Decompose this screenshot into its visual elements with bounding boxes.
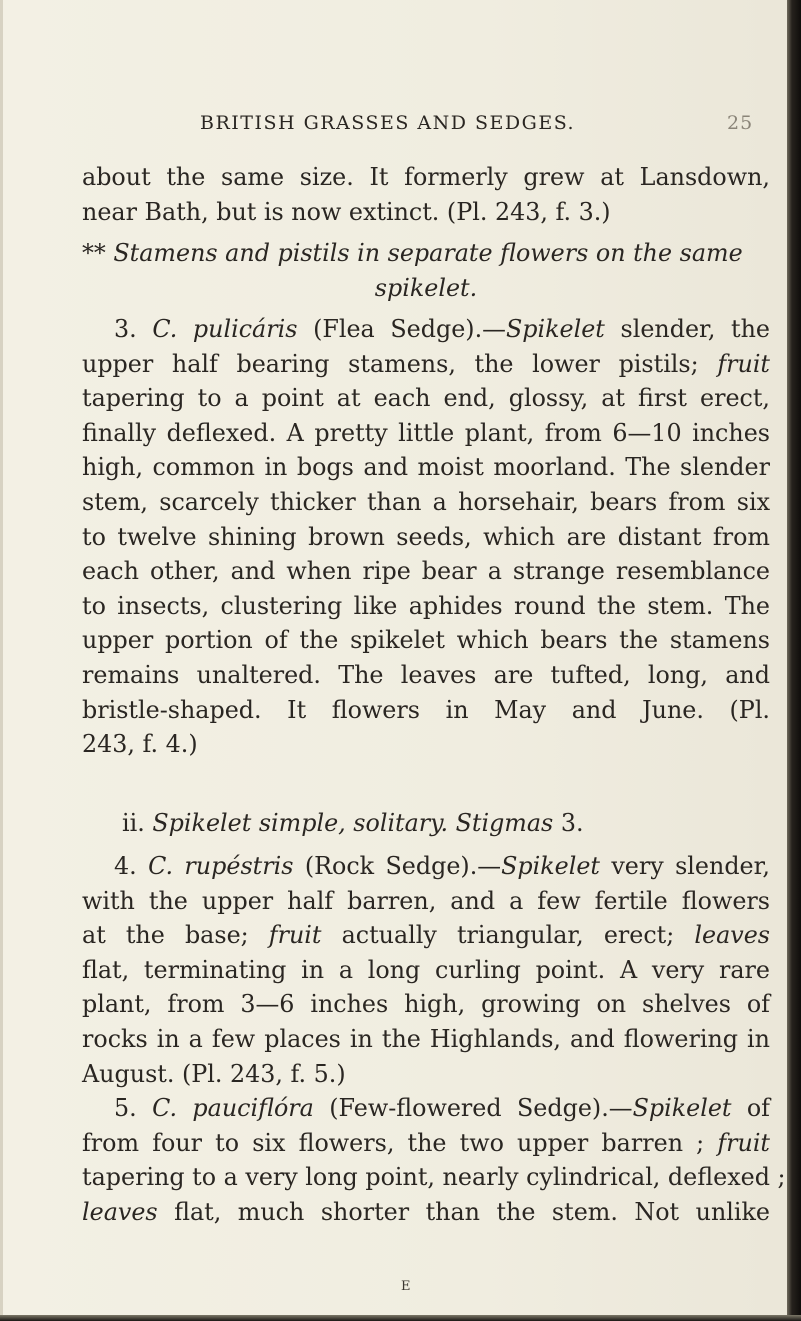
term-leaves: leaves: [694, 921, 770, 950]
text-line: [82, 1126, 770, 1161]
heading-text: spikelet.: [374, 273, 478, 302]
text-line: [82, 1195, 770, 1230]
text-line: plant, from 3—6 inches high, growing on shelves of: [82, 990, 770, 1019]
text-line: tapering to a point at each end, glossy, at first erect,: [82, 384, 770, 413]
running-head: [0, 112, 786, 142]
species-number: 4.: [114, 852, 137, 880]
text-line: to insects, clustering like aphides round the stem. The: [82, 591, 770, 620]
species-common-name: (Few-flowered Sedge).—: [329, 1094, 633, 1122]
text-line: [82, 312, 770, 347]
text-line: high, common in bogs and moist moorland. The slender: [82, 453, 770, 482]
species-entry-4: [82, 849, 770, 1091]
text-line: about the same size. It formerly grew at Lansdown,: [82, 163, 770, 191]
text-line: [82, 347, 770, 382]
heading-line: [82, 236, 770, 271]
text-fragment: very slender,: [599, 852, 770, 880]
text-line: [82, 1091, 770, 1126]
species-name: C. pauciflóra: [152, 1094, 314, 1122]
species-number: 5.: [114, 1094, 137, 1122]
text-fragment: of: [731, 1094, 770, 1122]
heading-number: ii.: [122, 809, 145, 837]
text-line: bristle-shaped. It flowers in May and June. (Pl.: [82, 695, 770, 724]
term-fruit: fruit: [717, 1128, 770, 1157]
heading-text: Spikelet simple, solitary. Stigmas: [152, 809, 554, 837]
term-leaves: leaves: [82, 1197, 158, 1226]
text-line: near Bath, but is now extinct. (Pl. 243, f. 3.): [82, 197, 611, 226]
term-spikelet: Spikelet: [501, 852, 600, 880]
text-fragment: flat, much shorter than the stem. Not unlike: [157, 1197, 770, 1226]
heading-line: [82, 806, 770, 841]
text-fragment: upper half bearing stamens, the lower pistils;: [82, 349, 718, 378]
section-heading-stamens: [82, 236, 770, 305]
page-binding-edge: [787, 0, 801, 1321]
species-common-name: (Rock Sedge).—: [304, 852, 502, 880]
heading-tail: 3.: [553, 809, 584, 837]
species-entry-3: [82, 312, 770, 762]
species-name: C. rupéstris: [148, 852, 294, 880]
page-bottom-edge: [0, 1315, 801, 1321]
page-number: 25: [727, 112, 754, 134]
text-line: [82, 849, 770, 884]
text-fragment: at the base;: [82, 921, 269, 950]
heading-marker: **: [82, 239, 106, 267]
text-fragment: from four to six flowers, the two upper barren ;: [82, 1128, 718, 1157]
section-heading-simple-spikelet: [82, 806, 770, 841]
signature-mark: E: [401, 1279, 411, 1294]
species-entry-5: [82, 1091, 786, 1229]
text-line: finally deflexed. A pretty little plant, from 6—10 inches: [82, 418, 770, 447]
species-number: 3.: [114, 315, 137, 343]
species-common-name: (Flea Sedge).—: [313, 315, 506, 343]
text-line: remains unaltered. The leaves are tufted, long, and: [82, 660, 770, 689]
text-line: with the upper half barren, and a few fertile flowers: [82, 886, 770, 915]
text-line: each other, and when ripe bear a strange resemblance: [82, 557, 770, 586]
text-line: tapering to a very long point, nearly cylindrical, deflexed ;: [82, 1163, 786, 1192]
text-fragment: slender, the: [604, 315, 770, 343]
text-line: [82, 918, 770, 953]
heading-line: [82, 271, 770, 306]
term-fruit: fruit: [717, 349, 770, 378]
term-spikelet: Spikelet: [632, 1094, 732, 1122]
text-line: 243, f. 4.): [82, 730, 198, 759]
heading-text: Stamens and pistils in separate flowers on the same: [113, 239, 743, 267]
paragraph-continuation: [82, 160, 770, 229]
page-left-edge: [0, 0, 3, 1321]
text-line: stem, scarcely thicker than a horsehair, bears from six: [82, 487, 770, 516]
text-line: to twelve shining brown seeds, which are distant from: [82, 522, 770, 551]
text-line: flat, terminating in a long curling point. A very rare: [82, 955, 770, 984]
running-title: BRITISH GRASSES AND SEDGES.: [200, 112, 576, 134]
species-name: C. pulicáris: [152, 315, 298, 343]
text-line: August. (Pl. 243, f. 5.): [82, 1059, 346, 1088]
text-fragment: actually triangular, erect;: [321, 921, 695, 950]
text-line: upper portion of the spikelet which bears the stamens: [82, 626, 770, 655]
term-fruit: fruit: [268, 921, 322, 950]
text-line: rocks in a few places in the Highlands, and flowering in: [82, 1024, 770, 1053]
term-spikelet: Spikelet: [505, 315, 605, 343]
